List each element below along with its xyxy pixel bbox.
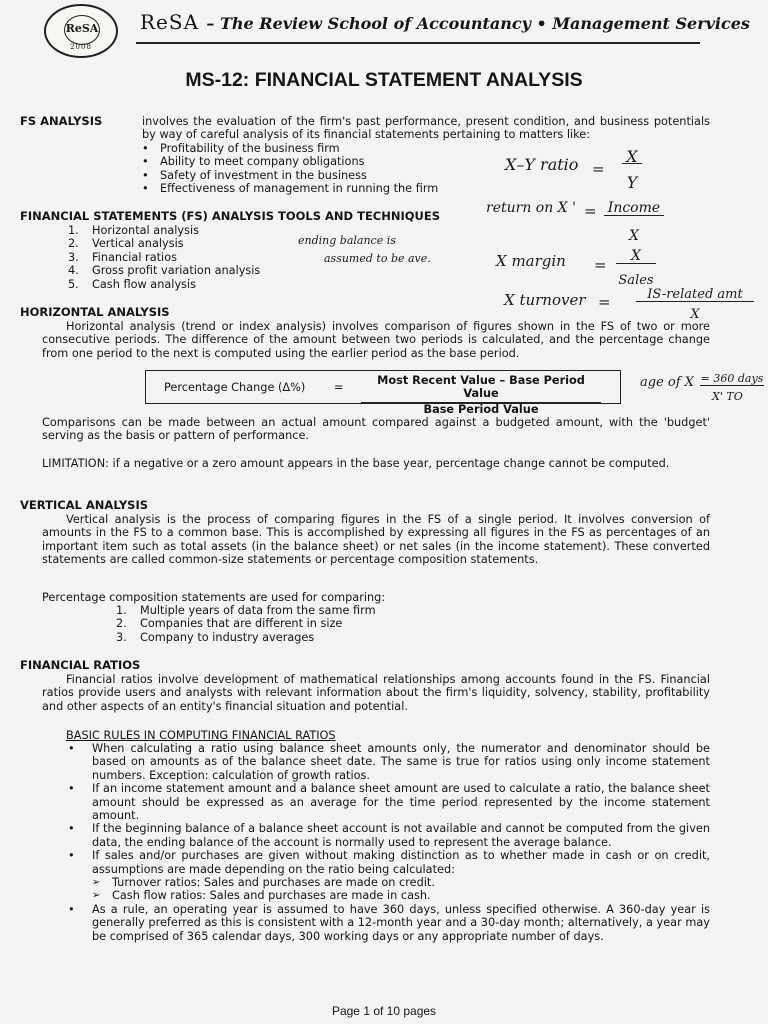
tools-list — [68, 224, 260, 291]
subrule-item: ➢ Turnover ratios: Sales and purchases are made on credit. — [66, 876, 710, 889]
handwritten-note: age of X — [640, 375, 694, 390]
rule-item: • If sales and/or purchases are given without making distinction as to whether made in cash or on credit, assumptions are made depending on the ratio being calculated: — [66, 849, 710, 876]
handwritten-note: X — [629, 228, 639, 244]
handwritten-note: = — [592, 160, 605, 178]
list-item — [116, 604, 376, 617]
rule-item: • As a rule, an operating year is assumed to have 360 days, unless specified otherwise. A 360-day year is generally preferred as this is consistent with a 12-month year and a 30-day month; alternatively, a year may be comprised of 365 calendar days, 300 working days or any appropriate number of days. — [66, 903, 710, 943]
percentage-change-formula — [145, 370, 621, 416]
fs-analysis-heading: FS ANALYSIS — [20, 114, 103, 128]
list-item: • Effectiveness of management in running the firm — [142, 182, 438, 195]
list-item — [68, 251, 260, 264]
handwritten-note: IS-related amt — [636, 288, 754, 302]
formula-equals: = — [334, 381, 344, 394]
formula-denominator: Base Period Value — [423, 402, 539, 416]
page-number: Page 1 of 10 pages — [331, 1004, 437, 1018]
vertical-para: Vertical analysis is the process of comparing figures in the FS of a single period. It involves conversion of amounts in the FS to a common base. This is accomplished by expressing all figures in the FS as percentages of an important item such as total assets (in the balance sheet) or net sales (in the income statement). These converted statements are called common-size statements or percentage composition statements. — [42, 513, 710, 567]
list-number: 1. — [68, 224, 79, 237]
limitation-para: LIMITATION: if a negative or a zero amount appears in the base year, percentage change cannot be computed. — [42, 457, 670, 470]
list-number: 2. — [68, 237, 79, 251]
handwritten-note: X–Y ratio — [505, 155, 579, 174]
list-text: Companies that are different in size — [140, 617, 343, 631]
school-brand — [140, 10, 750, 34]
list-text: Multiple years of data from the same firm — [140, 604, 376, 617]
list-item: • Ability to meet company obligations — [142, 155, 438, 168]
list-number: 3. — [116, 630, 127, 644]
handwritten-note: X — [690, 307, 700, 322]
handwritten-note: X turnover — [504, 291, 586, 309]
horizontal-heading: HORIZONTAL ANALYSIS — [20, 305, 170, 319]
comparison-intro: Percentage composition statements are used for comparing: — [42, 591, 386, 604]
handwritten-note: = — [594, 256, 607, 274]
horizontal-para: Horizontal analysis (trend or index analysis) involves comparison of figures shown in the FS of two or more consecutive periods. The difference of the amount between two periods is calculated, and the percentage change from one period to the next is computed using the earlier period as the base period. — [42, 320, 710, 360]
list-number: 1. — [116, 604, 127, 617]
handwritten-note: = — [584, 202, 597, 220]
list-item — [116, 617, 376, 630]
list-text: Horizontal analysis — [92, 224, 200, 237]
rule-item: • If an income statement amount and a balance sheet amount are used to calculate a ratio, the balance sheet amount should be expressed as an average for the time period represented by the income statement amount. — [66, 782, 710, 822]
fs-analysis-bullets — [142, 142, 438, 196]
formula-numerator: Most Recent Value – Base Period Value — [361, 374, 601, 403]
brand-name: ReSA — [140, 10, 200, 34]
list-number: 4. — [68, 264, 79, 278]
handwritten-note: X — [616, 250, 656, 264]
list-text: Vertical analysis — [92, 237, 184, 251]
list-item: • Safety of investment in the business — [142, 169, 438, 182]
rules-heading: BASIC RULES IN COMPUTING FINANCIAL RATIOS — [66, 729, 336, 742]
vertical-heading: VERTICAL ANALYSIS — [20, 498, 149, 512]
handwritten-note: Y — [626, 173, 638, 192]
resa-logo — [44, 4, 118, 58]
list-text: Company to industry averages — [140, 630, 315, 644]
list-text: Cash flow analysis — [92, 277, 197, 291]
handwritten-note: ending balance is — [298, 234, 396, 247]
handwritten-note: X margin — [496, 252, 566, 270]
comparison-list — [116, 604, 376, 644]
list-number: 2. — [116, 617, 127, 631]
list-item — [68, 264, 260, 277]
budget-comparison-para: Comparisons can be made between an actual amount compared against a budgeted amount, with the 'budget' serving as the basis or pattern of performance. — [42, 416, 710, 443]
rule-item: • If the beginning balance of a balance sheet account is not available and cannot be computed from the given data, the ending balance of the account is normally used to represent the average balance. — [66, 822, 710, 849]
list-text: Gross profit variation analysis — [92, 264, 261, 278]
ratios-heading: FINANCIAL RATIOS — [20, 658, 141, 672]
list-number: 3. — [68, 250, 79, 264]
handwritten-note: assumed to be ave. — [324, 252, 431, 265]
list-item — [116, 631, 376, 644]
handwritten-note: return on X ' — [486, 200, 576, 216]
list-item — [68, 237, 260, 250]
handwritten-note: = 360 days — [700, 372, 764, 385]
handwritten-note: Sales — [618, 273, 654, 288]
list-item — [68, 278, 260, 291]
formula-label: Percentage Change (Δ%) — [164, 381, 306, 394]
fs-analysis-intro: involves the evaluation of the firm's past performance, present condition, and business potentials by way of careful analysis of its financial statements pertaining to matters like: — [142, 115, 710, 142]
handwritten-note: X' TO — [712, 390, 743, 403]
logo-text: ReSA — [65, 22, 99, 35]
page-title: MS-12: FINANCIAL STATEMENT ANALYSIS — [185, 69, 583, 91]
handwritten-note: X — [622, 150, 642, 164]
subrule-item: ➢ Cash flow ratios: Sales and purchases are made in cash. — [66, 889, 710, 902]
list-number: 5. — [68, 277, 79, 291]
handwritten-note: Income — [604, 202, 664, 216]
brand-subtitle: – The Review School of Accountancy • Management Services — [206, 14, 750, 33]
formula-fraction — [361, 374, 601, 416]
list-text: Financial ratios — [92, 250, 177, 264]
tools-heading: FINANCIAL STATEMENTS (FS) ANALYSIS TOOLS AND TECHNIQUES — [20, 209, 441, 223]
header-rule — [136, 42, 700, 44]
logo-year: 2008 — [70, 42, 92, 51]
list-item: • Profitability of the business firm — [142, 142, 438, 155]
rules-list — [66, 742, 710, 943]
ratios-para: Financial ratios involve development of mathematical relationships among accounts found in the FS. Financial ratios provide users and analysts with relevant information about the firm's liquidity, solvency, stability, profitability and other aspects of an entity's financial situation and potential. — [42, 673, 710, 713]
list-item — [68, 224, 260, 237]
handwritten-note: = — [598, 293, 611, 311]
rule-item: • When calculating a ratio using balance sheet amounts only, the numerator and denominator should be based on amounts as of the balance sheet date. The same is true for ratios using only income statement numbers. Exception: calculation of growth ratios. — [66, 742, 710, 782]
